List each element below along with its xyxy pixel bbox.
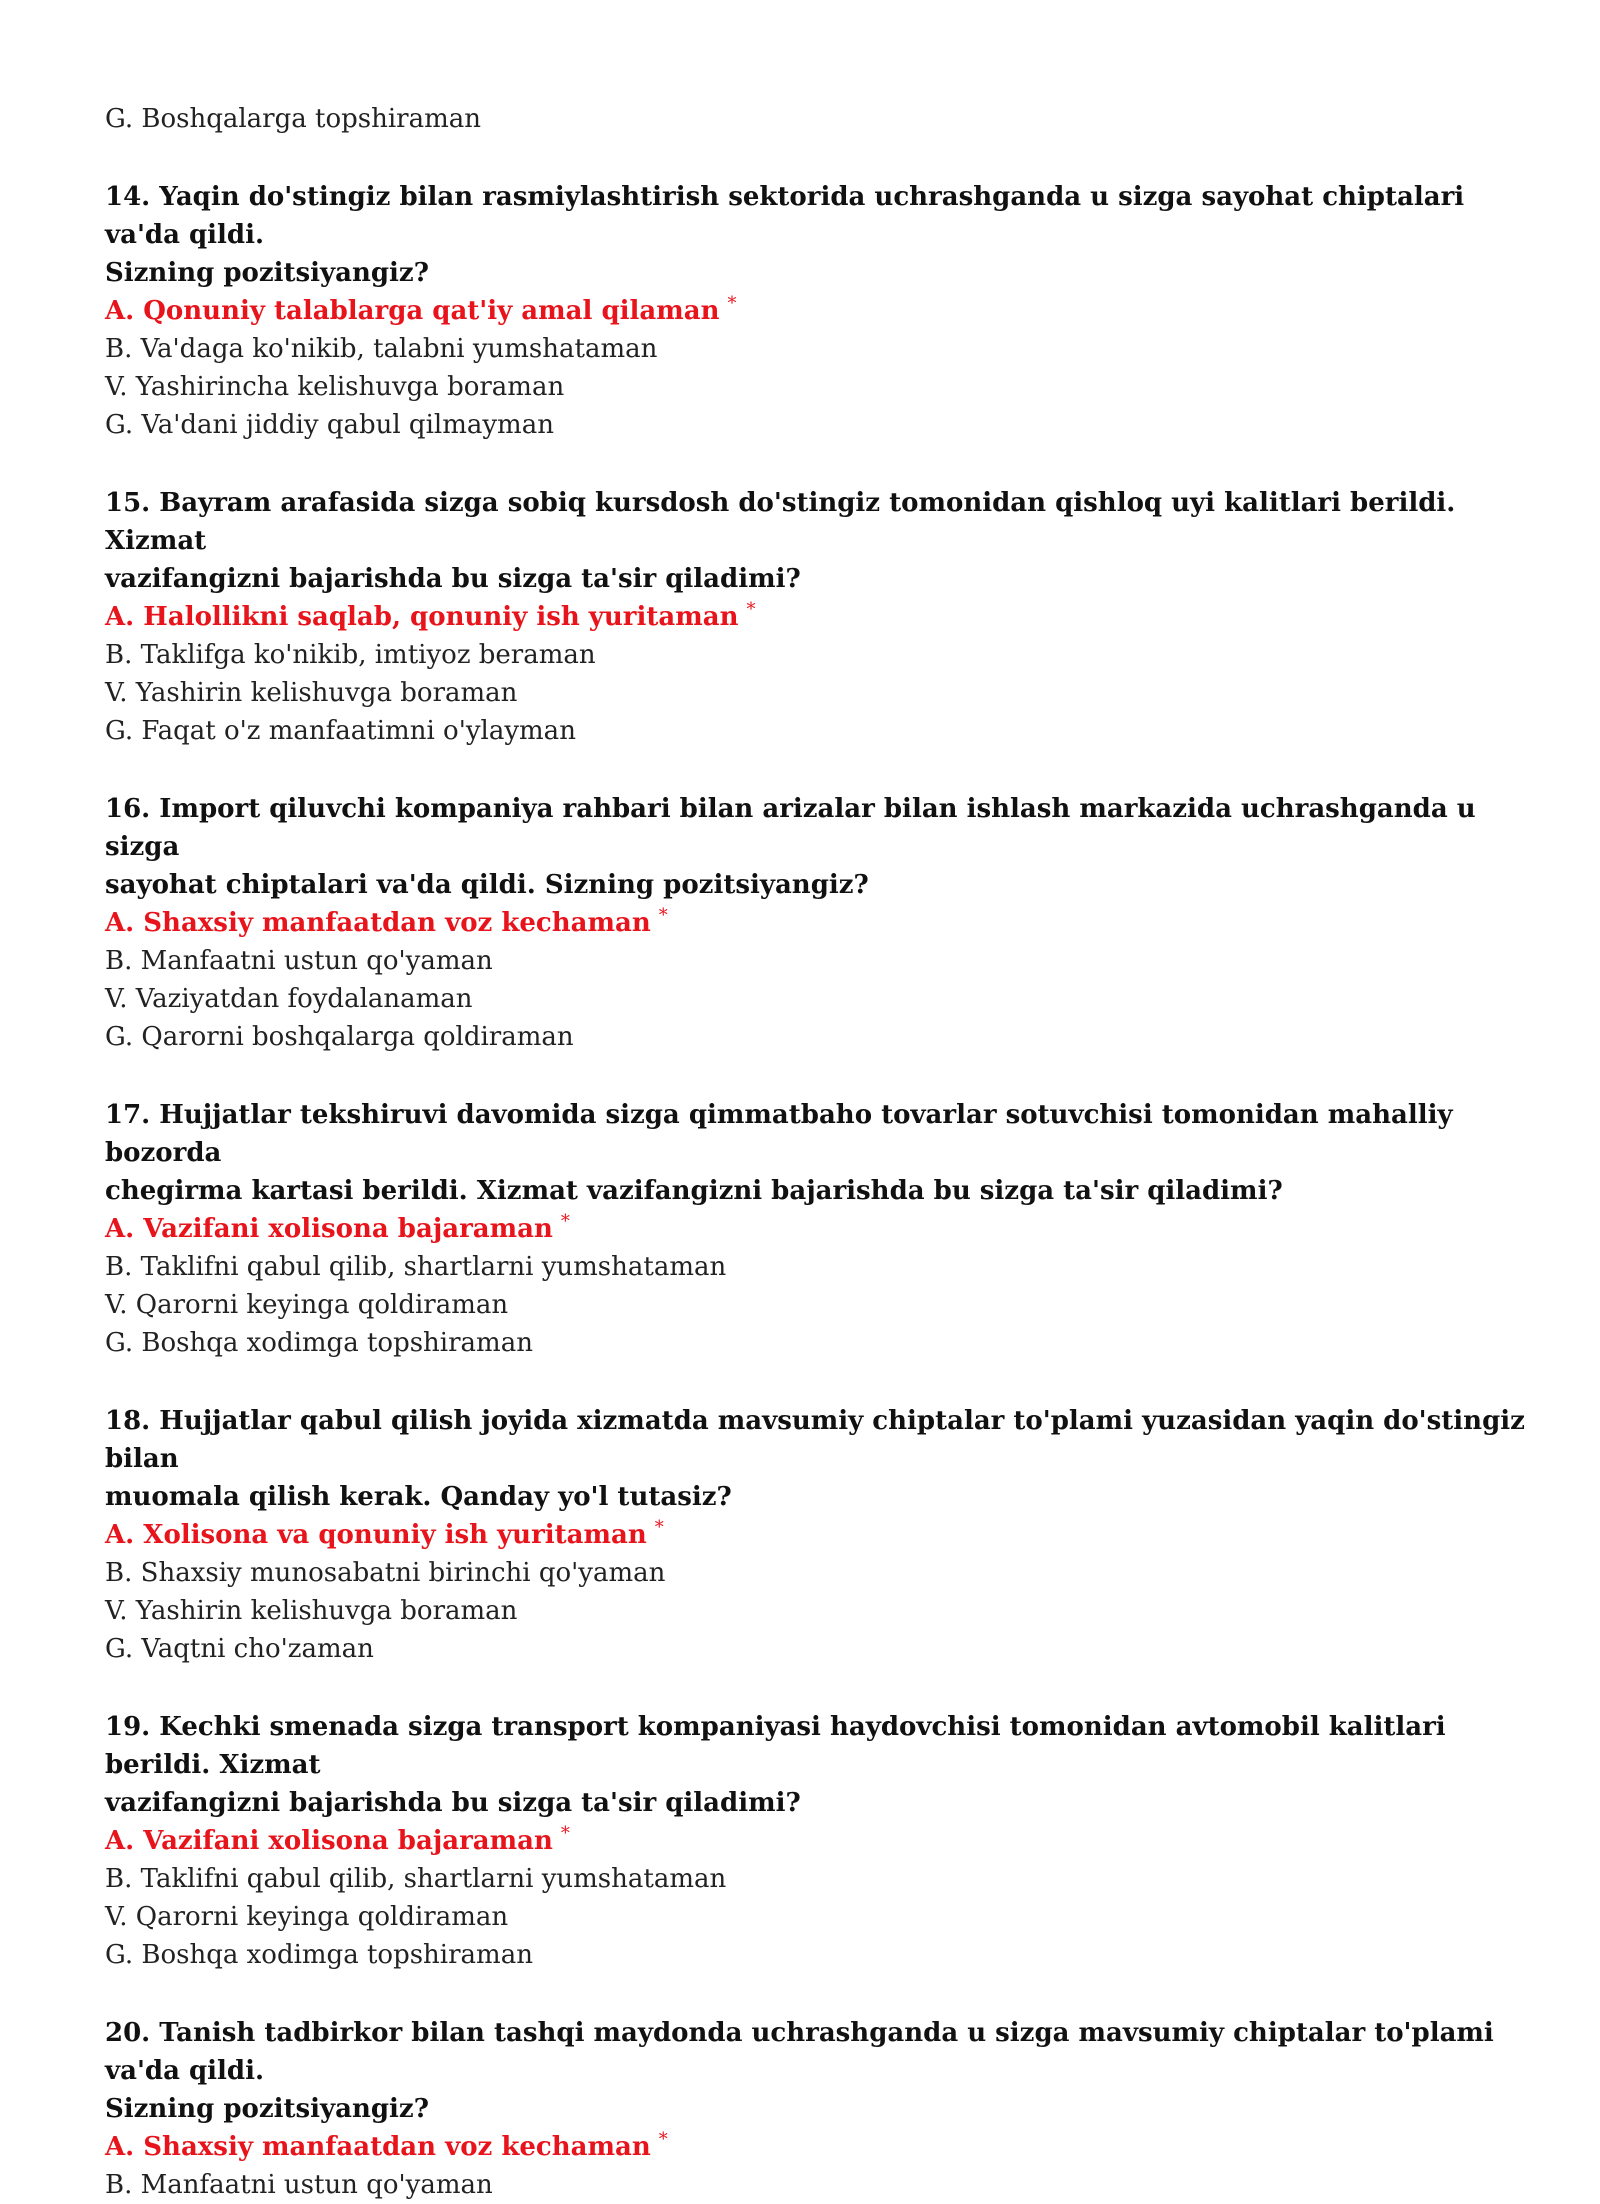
question-line-2: vazifangizni bajarishda bu sizga ta'sir qiladimi? bbox=[105, 1788, 801, 1818]
option-text: A. Shaxsiy manfaatdan voz kechaman bbox=[105, 2132, 651, 2162]
option-g: G. Boshqa xodimga topshiraman bbox=[105, 1328, 533, 1358]
option-g: G. Faqat o'z manfaatimni o'ylayman bbox=[105, 716, 576, 746]
question-15 bbox=[105, 484, 1525, 750]
question-line-2: Sizning pozitsiyangiz? bbox=[105, 2094, 429, 2124]
question-line-2: Sizning pozitsiyangiz? bbox=[105, 258, 429, 288]
option-correct bbox=[105, 1210, 1525, 1248]
option-g: G. Boshqa xodimga topshiraman bbox=[105, 1940, 533, 1970]
question-text bbox=[105, 484, 1525, 598]
option-b: B. Taklifni qabul qilib, shartlarni yumshataman bbox=[105, 1864, 727, 1894]
option-g: G. Qarorni boshqalarga qoldiraman bbox=[105, 1022, 574, 1052]
question-line-2: sayohat chiptalari va'da qildi. Sizning pozitsiyangiz? bbox=[105, 870, 869, 900]
question-19 bbox=[105, 1708, 1525, 1974]
option-b: B. Va'daga ko'nikib, talabni yumshataman bbox=[105, 334, 658, 364]
question-line-1: Yaqin do'stingiz bilan rasmiylashtirish sektorida uchrashganda u sizga sayohat chiptalari va'da qildi. bbox=[105, 182, 1465, 250]
question-18 bbox=[105, 1402, 1525, 1668]
question-number: 20. bbox=[105, 2018, 151, 2048]
option-text: A. Shaxsiy manfaatdan voz kechaman bbox=[105, 908, 651, 938]
option-b: B. Manfaatni ustun qo'yaman bbox=[105, 2170, 493, 2200]
question-line-1: Tanish tadbirkor bilan tashqi maydonda uchrashganda u sizga mavsumiy chiptalar to'plami va'da qildi. bbox=[105, 2018, 1494, 2086]
question-number: 18. bbox=[105, 1406, 151, 1436]
question-number: 19. bbox=[105, 1712, 151, 1742]
correct-marker: * bbox=[560, 1211, 570, 1233]
option-b: B. Taklifga ko'nikib, imtiyoz beraman bbox=[105, 640, 596, 670]
correct-marker: * bbox=[746, 599, 756, 621]
option-v: V. Vaziyatdan foydalanaman bbox=[105, 984, 473, 1014]
question-line-1: Import qiluvchi kompaniya rahbari bilan arizalar bilan ishlash markazida uchrashganda u sizga bbox=[105, 794, 1476, 862]
option-correct bbox=[105, 292, 1525, 330]
correct-marker: * bbox=[658, 2129, 668, 2151]
option-previous-g: G. Boshqalarga topshiraman bbox=[105, 104, 481, 134]
option-text: A. Xolisona va qonuniy ish yuritaman bbox=[105, 1520, 647, 1550]
option-correct bbox=[105, 598, 1525, 636]
question-text bbox=[105, 1708, 1525, 1822]
question-line-2: chegirma kartasi berildi. Xizmat vazifangizni bajarishda bu sizga ta'sir qiladimi? bbox=[105, 1176, 1283, 1206]
option-correct bbox=[105, 904, 1525, 942]
question-number: 14. bbox=[105, 182, 151, 212]
option-correct bbox=[105, 1822, 1525, 1860]
option-b: B. Taklifni qabul qilib, shartlarni yumshataman bbox=[105, 1252, 727, 1282]
question-number: 15. bbox=[105, 488, 151, 518]
question-line-1: Kechki smenada sizga transport kompaniyasi haydovchisi tomonidan avtomobil kalitlari berildi. Xizmat bbox=[105, 1712, 1446, 1780]
option-b: B. Shaxsiy munosabatni birinchi qo'yaman bbox=[105, 1558, 666, 1588]
correct-marker: * bbox=[654, 1517, 664, 1539]
question-number: 17. bbox=[105, 1100, 151, 1130]
question-20 bbox=[105, 2014, 1525, 2204]
correct-marker: * bbox=[658, 905, 668, 927]
question-line-1: Hujjatlar tekshiruvi davomida sizga qimmatbaho tovarlar sotuvchisi tomonidan mahalliy bozorda bbox=[105, 1100, 1453, 1168]
question-text bbox=[105, 790, 1525, 904]
option-text: A. Qonuniy talablarga qat'iy amal qilaman bbox=[105, 296, 720, 326]
question-text bbox=[105, 2014, 1525, 2128]
correct-marker: * bbox=[727, 293, 737, 315]
option-correct bbox=[105, 2128, 1525, 2166]
option-correct bbox=[105, 1516, 1525, 1554]
correct-marker: * bbox=[560, 1823, 570, 1845]
question-17 bbox=[105, 1096, 1525, 1362]
question-line-2: vazifangizni bajarishda bu sizga ta'sir qiladimi? bbox=[105, 564, 801, 594]
option-v: V. Yashirin kelishuvga boraman bbox=[105, 678, 518, 708]
question-14 bbox=[105, 178, 1525, 444]
question-text bbox=[105, 1096, 1525, 1210]
document-page bbox=[105, 100, 1525, 2204]
option-text: A. Vazifani xolisona bajaraman bbox=[105, 1826, 553, 1856]
option-text: A. Halollikni saqlab, qonuniy ish yuritaman bbox=[105, 602, 739, 632]
question-text bbox=[105, 178, 1525, 292]
option-b: B. Manfaatni ustun qo'yaman bbox=[105, 946, 493, 976]
option-v: V. Yashirincha kelishuvga boraman bbox=[105, 372, 565, 402]
question-line-2: muomala qilish kerak. Qanday yo'l tutasiz? bbox=[105, 1482, 732, 1512]
question-line-1: Bayram arafasida sizga sobiq kursdosh do'stingiz tomonidan qishloq uyi kalitlari berildi. Xizmat bbox=[105, 488, 1456, 556]
option-g: G. Va'dani jiddiy qabul qilmayman bbox=[105, 410, 554, 440]
option-text: A. Vazifani xolisona bajaraman bbox=[105, 1214, 553, 1244]
question-text bbox=[105, 1402, 1525, 1516]
option-g: G. Vaqtni cho'zaman bbox=[105, 1634, 374, 1664]
option-v: V. Yashirin kelishuvga boraman bbox=[105, 1596, 518, 1626]
option-v: V. Qarorni keyinga qoldiraman bbox=[105, 1290, 509, 1320]
question-line-1: Hujjatlar qabul qilish joyida xizmatda mavsumiy chiptalar to'plami yuzasidan yaqin do'stingiz bilan bbox=[105, 1406, 1525, 1474]
option-v: V. Qarorni keyinga qoldiraman bbox=[105, 1902, 509, 1932]
question-number: 16. bbox=[105, 794, 151, 824]
question-16 bbox=[105, 790, 1525, 1056]
